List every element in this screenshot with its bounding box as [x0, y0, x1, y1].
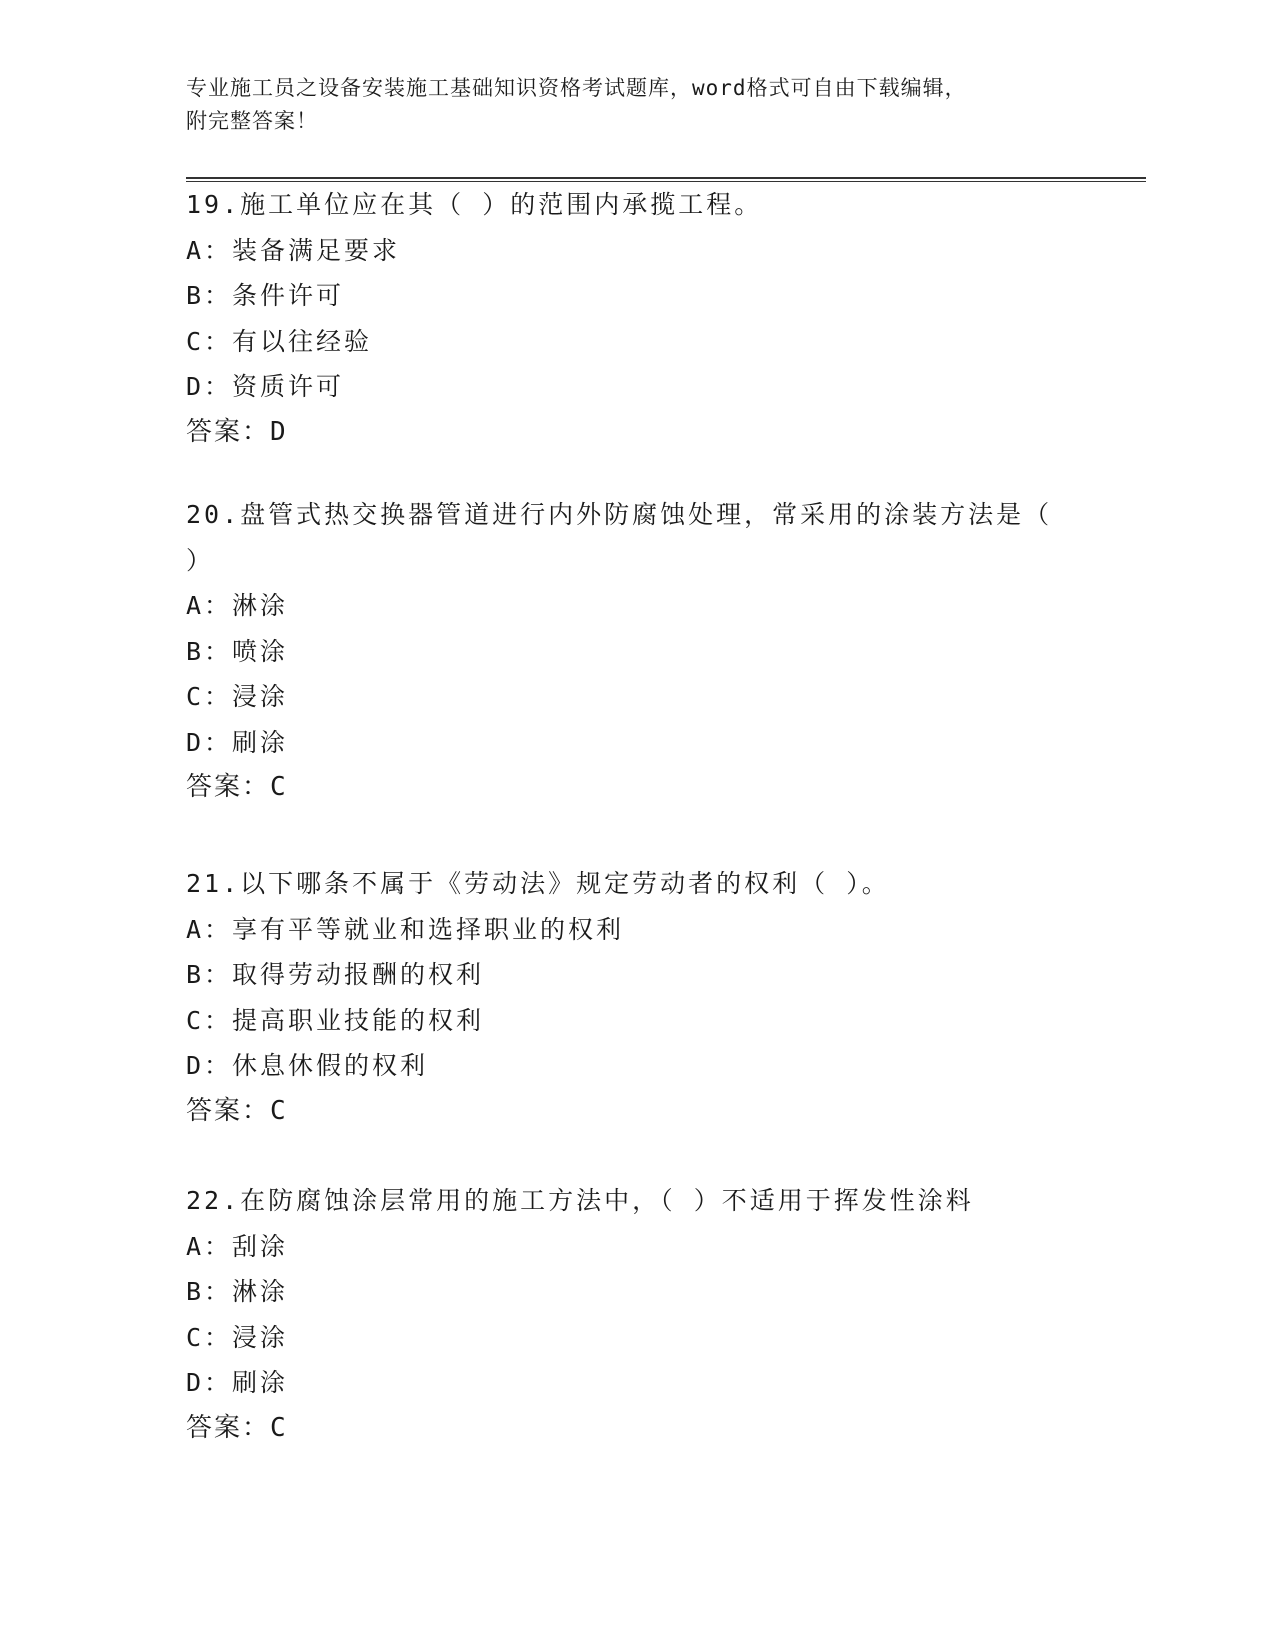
question-21 — [186, 861, 1086, 1134]
option-c: C：浸涂 — [186, 682, 289, 711]
option-a: A：装备满足要求 — [186, 235, 401, 265]
option-b: B：喷涂 — [186, 636, 289, 666]
header-line-2: 附完整答案！ — [186, 109, 318, 133]
option-a: A：淋涂 — [186, 591, 289, 620]
question-stem-continued: ） — [186, 545, 215, 575]
option-d: D：刷涂 — [186, 727, 289, 757]
question-stem: 22.在防腐蚀涂层常用的施工方法中，（ ）不适用于挥发性涂料 — [186, 1186, 974, 1215]
answer: 答案：C — [186, 1095, 288, 1126]
option-b: B：条件许可 — [186, 281, 345, 310]
option-c: C：浸涂 — [186, 1322, 289, 1352]
header-line-1: 专业施工员之设备安装施工基础知识资格考试题库，word格式可自由下载编辑， — [186, 76, 967, 100]
answer: 答案：C — [186, 1412, 288, 1443]
option-b: B：淋涂 — [186, 1277, 289, 1306]
question-stem: 20.盘管式热交换器管道进行内外防腐蚀处理，常采用的涂装方法是（ — [186, 500, 1053, 529]
question-20 — [186, 492, 1086, 811]
option-d: D：资质许可 — [186, 372, 345, 401]
option-c: C：提高职业技能的权利 — [186, 1005, 485, 1035]
option-d: D：休息休假的权利 — [186, 1051, 429, 1080]
question-19 — [186, 182, 1086, 455]
answer: 答案：C — [186, 772, 288, 802]
question-stem: 19.施工单位应在其（ ）的范围内承揽工程。 — [186, 190, 763, 219]
option-a: A：刮涂 — [186, 1231, 289, 1261]
option-a: A：享有平等就业和选择职业的权利 — [186, 914, 625, 944]
option-d: D：刷涂 — [186, 1368, 289, 1397]
answer: 答案：D — [186, 416, 288, 447]
question-22 — [186, 1178, 1086, 1451]
option-b: B：取得劳动报酬的权利 — [186, 960, 485, 989]
document-header — [186, 72, 1086, 138]
option-c: C：有以往经验 — [186, 326, 373, 356]
question-stem: 21.以下哪条不属于《劳动法》规定劳动者的权利（ ）。 — [186, 869, 890, 898]
